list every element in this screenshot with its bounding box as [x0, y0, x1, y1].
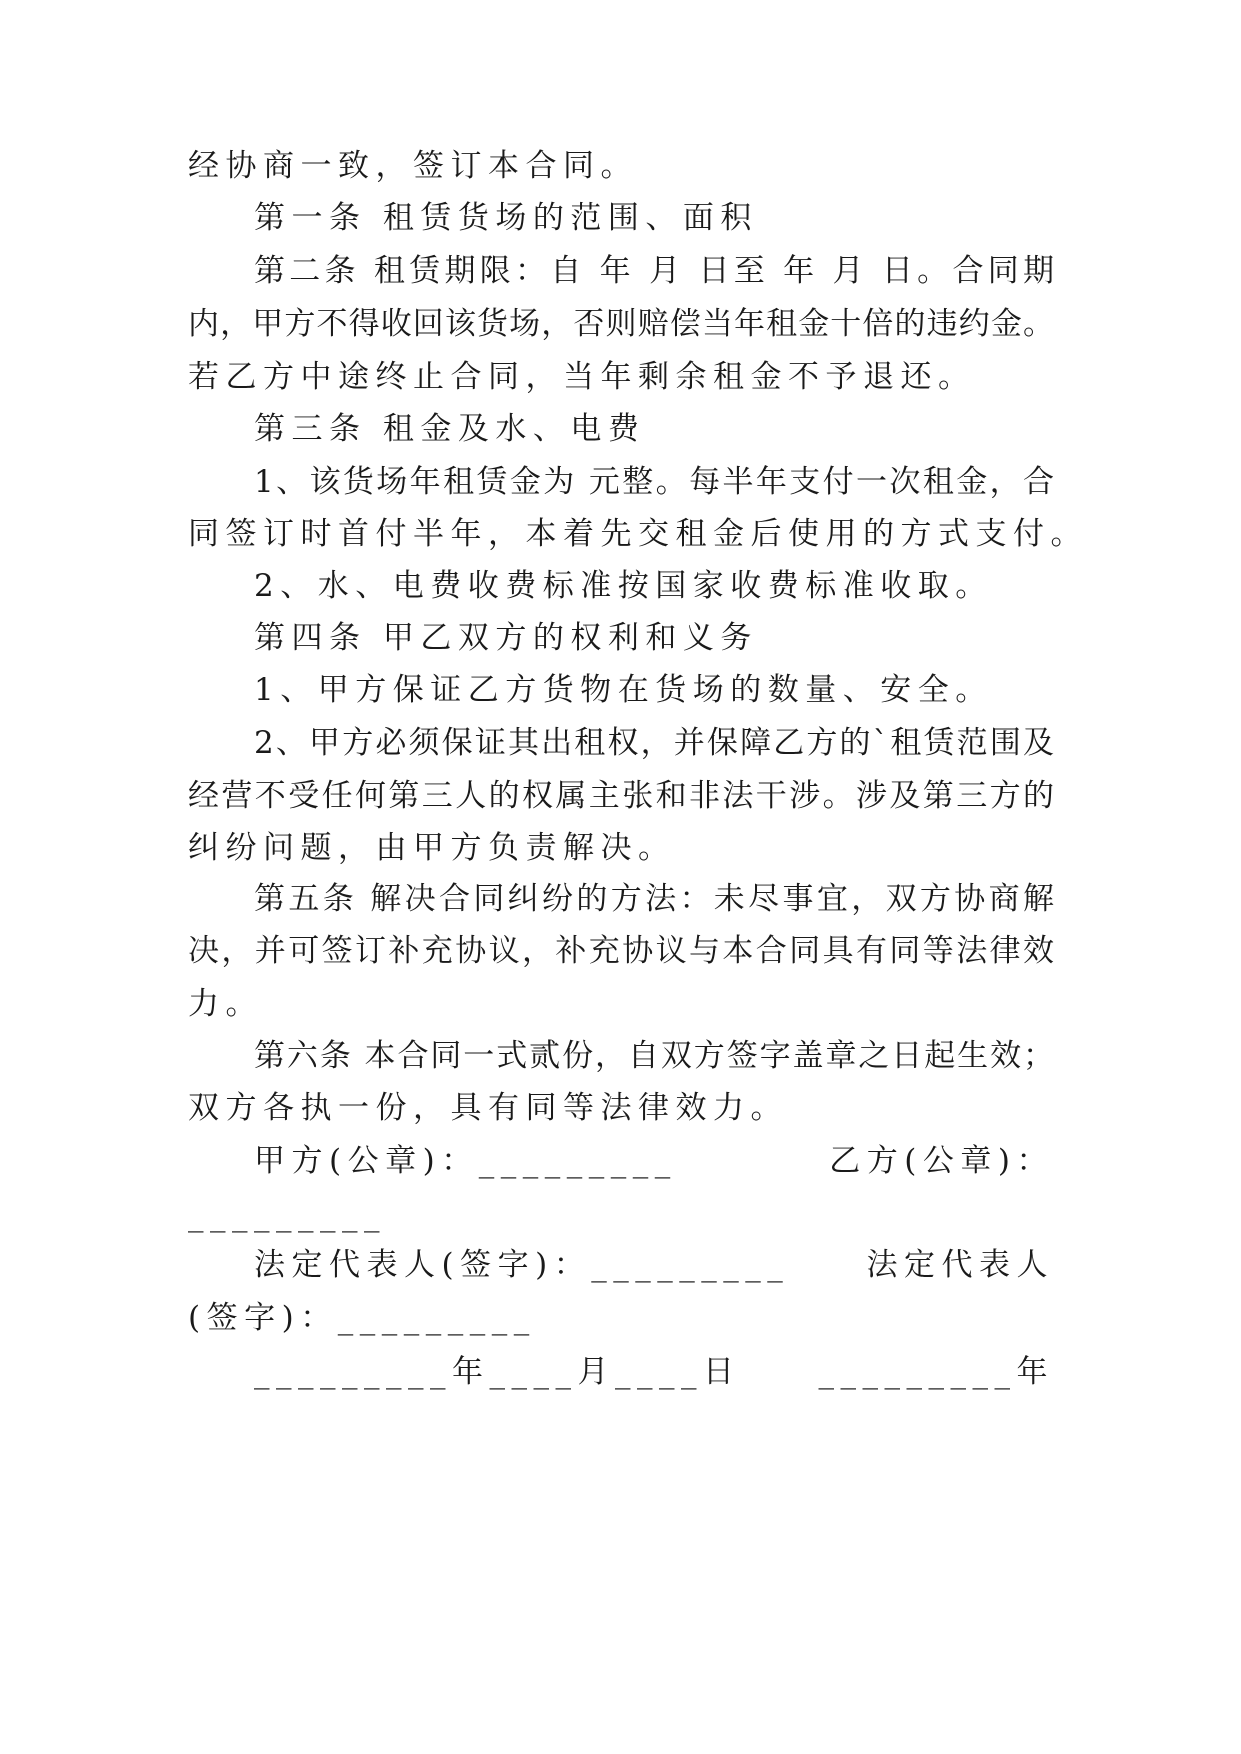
- article-4-item-2-line: 经营不受任何第三人的权属主张和非法干涉。涉及第三方的: [188, 778, 1054, 814]
- article-2-line: 内，甲方不得收回该货场，否则赔偿当年租金十倍的违约金。: [188, 306, 1054, 342]
- article-3-item-2: 2、水、电费收费标准按国家收费标准收取。: [254, 568, 993, 604]
- article-4-item-1: 1、甲方保证乙方货物在货场的数量、安全。: [254, 672, 993, 708]
- article-2-line: 第二条 租赁期限：自 年 月 日至 年 月 日。合同期: [254, 253, 1054, 289]
- party-a-seal: 甲方(公章)：_________: [254, 1143, 677, 1179]
- party-b-seal: 乙方(公章)：: [829, 1143, 1054, 1179]
- paragraph-line: 经协商一致，签订本合同。: [188, 148, 638, 184]
- article-4-item-2-line: 2、甲方必须保证其出租权，并保障乙方的`租赁范围及: [254, 725, 1054, 761]
- article-4-item-2-line: 纠纷问题，由甲方负责解决。: [188, 830, 676, 866]
- article-6-line: 双方各执一份，具有同等法律效力。: [188, 1090, 788, 1126]
- article-6-line: 第六条 本合同一式贰份，自双方签字盖章之日起生效；: [254, 1038, 1054, 1074]
- article-3-item-1-line: 1、该货场年租赁金为 元整。每半年支付一次租金，合: [254, 464, 1054, 500]
- party-b-representative-signature: (签字)：_________: [188, 1300, 536, 1336]
- article-5-line: 决，并可签订补充协议，补充协议与本合同具有同等法律效: [188, 933, 1054, 969]
- article-5-line: 第五条 解决合同纠纷的方法：未尽事宜，双方协商解: [254, 881, 1054, 917]
- article-4-heading: 第四条 甲乙双方的权利和义务: [254, 620, 758, 656]
- article-3-heading: 第三条 租金及水、电费: [254, 411, 646, 447]
- party-a-representative: 法定代表人(签字)：_________: [254, 1247, 790, 1283]
- article-3-item-1-line: 同签订时首付半年，本着先交租金后使用的方式支付。: [188, 516, 1088, 552]
- article-2-line: 若乙方中途终止合同，当年剩余租金不予退还。: [188, 359, 976, 395]
- party-b-representative: 法定代表人: [866, 1247, 1054, 1283]
- party-a-date: _________年____月____日: [254, 1354, 741, 1390]
- party-b-date: _________年: [818, 1354, 1054, 1390]
- article-1-heading: 第一条 租赁货场的范围、面积: [254, 200, 758, 236]
- article-5-line: 力。: [188, 986, 263, 1022]
- party-b-seal-blank: _________: [188, 1197, 386, 1233]
